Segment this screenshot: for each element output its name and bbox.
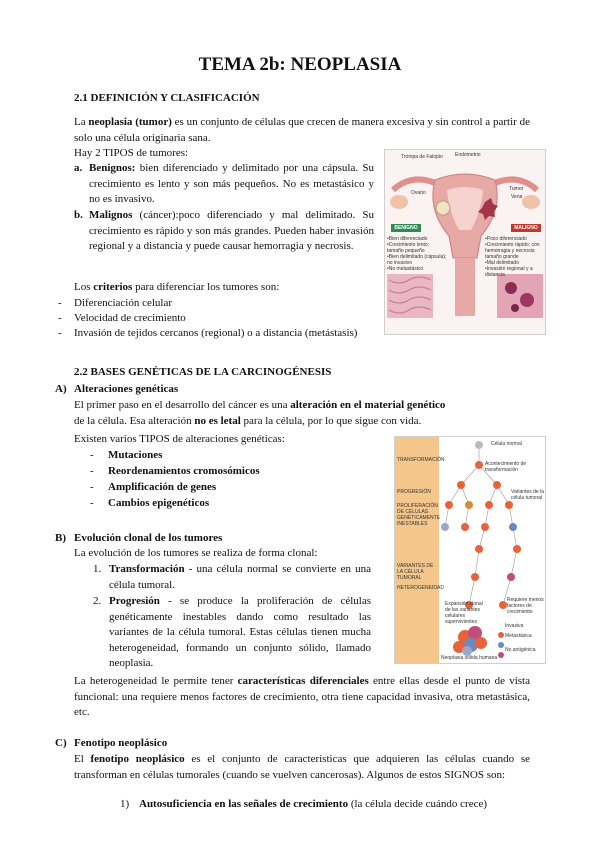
stage-sidebar <box>395 437 445 663</box>
label-variantes: Variantes de la célula tumoral <box>511 489 544 501</box>
stage-proliferacion: PROLIFERACIÓN DE CÉLULAS GENÉTICAMENTE INESTABLES <box>397 503 441 527</box>
label-requiere: Requiere menos factores de crecimiento <box>507 597 544 615</box>
label-neoplasia: Neoplasia sólida humana <box>441 655 498 661</box>
stage-heterogeneidad: HETEROGENEIDAD <box>397 585 444 591</box>
B-heterogeneity-paragraph: La heterogeneidad le permite tener características diferenciales entre ellas desde el punto de vista funcional: una requiere menos factores de crecimiento, otra tiene capacidad invasiva, otra metastásica, etc. <box>74 675 530 718</box>
criterio-item: - Diferenciación celular <box>58 297 173 309</box>
B-intro: La evolución de los tumores se realiza de forma clonal: <box>74 547 318 559</box>
section-A-title: Alteraciones genéticas <box>74 383 179 395</box>
label-invasiva: Invasiva <box>505 623 524 629</box>
section-heading-2-2: 2.2 BASES GENÉTICAS DE LA CARCINOGÉNESIS <box>74 366 332 378</box>
section-B-label: B) <box>55 532 66 544</box>
clonal-evolution-figure <box>394 436 546 664</box>
label-acontecimiento: Acontecimiento de transformación <box>485 461 527 473</box>
maligno-badge: MALIGNO <box>511 224 541 232</box>
stage-variantes: VARIANTES DE LA CÉLULA TUMORAL <box>397 563 434 581</box>
label-expansion: Expansión clonal de las variantes celulares supervivientes <box>445 601 483 625</box>
section-A-label: A) <box>55 383 67 395</box>
intro-paragraph: La neoplasia (tumor) es un conjunto de células que crecen de manera excesiva y sin control a partir de solo una célula originaria sana. <box>74 116 530 144</box>
label-celula-normal: Célula normal <box>491 441 522 447</box>
A-paragraph-line1: El primer paso en el desarrollo del cáncer es una alteración en el material genético <box>74 399 446 411</box>
uterus-tumor-figure <box>384 149 546 335</box>
label-tumor: Tumor <box>509 186 524 192</box>
alteration-item: - Amplificación de genes <box>90 481 217 493</box>
section-C-label: C) <box>55 737 67 749</box>
alteration-item: - Mutaciones <box>90 449 163 461</box>
label-endometrio: Endometrio <box>455 152 481 158</box>
section-C-title: Fenotipo neoplásico <box>74 737 168 749</box>
criterios-line: Los criterios para diferenciar los tumores son: <box>74 281 280 293</box>
tipos-line: Hay 2 TIPOS de tumores: <box>74 147 189 159</box>
stage-progresion: PROGRESIÓN <box>397 489 431 495</box>
alteration-item: - Cambios epigenéticos <box>90 497 210 509</box>
benigno-list: •Bien diferenciado •Crecimiento lento; tamaño pequeño •Bien delimitado (cápsula); no invasivo •No metastásico <box>387 236 447 272</box>
C-signo-item: 1) Autosuficiencia en las señales de crecimiento (la célula decide cuándo crece) <box>120 798 488 810</box>
label-metastasica: Metastásica <box>505 633 532 639</box>
maligno-list: •Poco diferenciado •Crecimiento rápido; con hemorragia y necrosis; tamaño grande •Mal delimitado •Invasión regional y a distancia <box>485 236 540 278</box>
criterio-item: - Velocidad de crecimiento <box>58 312 186 324</box>
label-trompa: Trompa de Falopio <box>401 154 443 160</box>
label-ovario: Ovario <box>411 190 426 196</box>
A-types-intro: Existen varios TIPOS de alteraciones genéticas: <box>74 433 285 445</box>
stage-transformacion: TRANSFORMACIÓN <box>397 457 445 463</box>
section-heading-2-1: 2.1 DEFINICIÓN Y CLASIFICACIÓN <box>74 92 260 104</box>
alteration-item: - Reordenamientos cromosómicos <box>90 465 260 477</box>
label-vena: Vena <box>511 194 523 200</box>
criterio-item: - Invasión de tejidos cercanos (regional) o a distancia (metástasis) <box>58 327 358 339</box>
A-paragraph-line2: de la célula. Esa alteración no es letal para la célula, por lo que sigue con vida. <box>74 415 422 427</box>
C-paragraph: El fenotipo neoplásico es el conjunto de características que adquieren las células cuando se transforman en células tumorales (cuando se vuelven cancerosas). Algunos de estos SIGNOS son: <box>74 753 530 781</box>
label-no-antigenica: No antigénica <box>505 647 536 653</box>
page-title: TEMA 2b: NEOPLASIA <box>198 54 402 75</box>
section-B-title: Evolución clonal de los tumores <box>74 532 223 544</box>
benigno-badge: BENIGNO <box>391 224 421 232</box>
